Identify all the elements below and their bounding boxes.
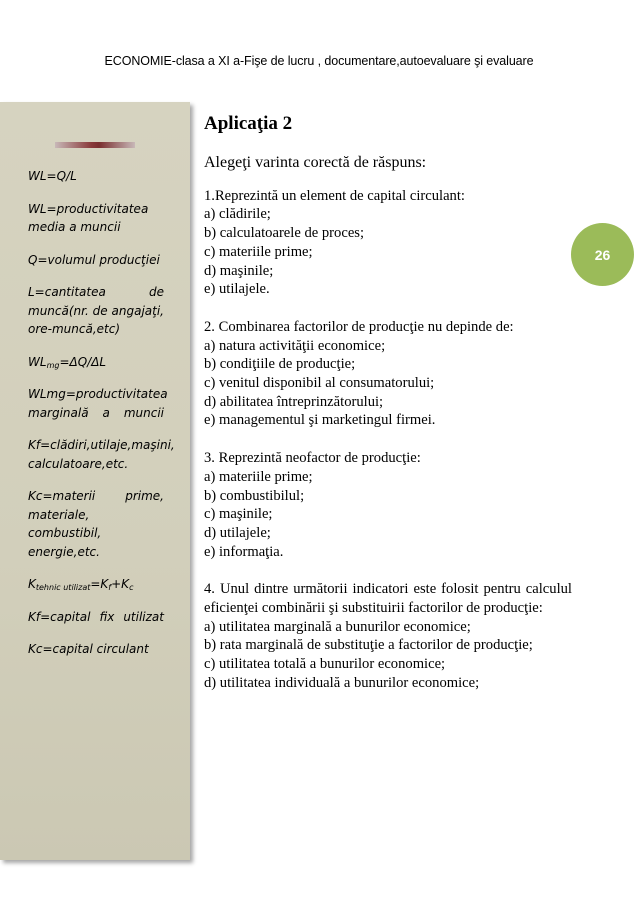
question-stem: 4. Unul dintre următorii indicatori este folosit pentru calculul eficienţei combinării şi substituirii factorilor de producţie: [204, 581, 572, 617]
answer-option: b) rata marginală de substituţie a factorilor de producţie; [204, 637, 533, 654]
question-item [204, 318, 572, 430]
formula-note: WLmg=productivitatea marginală a muncii [28, 387, 168, 420]
formula-note: $WL_{mg}=\Delta Q/\Delta L$ [28, 354, 107, 370]
formula-note: Kc=materii prime, materiale, combustibil, energie,etc. [28, 489, 164, 559]
answer-option: c) maşinile; [204, 506, 273, 523]
exercise-instruction: Alegeţi varinta corectă de răspuns: [204, 154, 427, 171]
formula-note: Kc=capital circulant [28, 642, 149, 656]
exercise-content [204, 112, 572, 712]
formula-sidebar [0, 102, 190, 860]
question-list [204, 187, 572, 693]
answer-option: a) clădirile; [204, 206, 271, 223]
answer-option: d) abilitatea întreprinzătorului; [204, 393, 384, 410]
formula-note: Q=volumul producţiei [28, 252, 160, 267]
answer-option: a) natura activităţii economice; [204, 337, 386, 354]
answer-option: b) calculatoarele de proces; [204, 225, 365, 242]
formula-notes [28, 167, 175, 673]
page-number-badge: 26 [571, 223, 634, 286]
page-header: ECONOMIE-clasa a XI a-Fişe de lucru , documentare,autoevaluare şi evaluare [104, 54, 534, 68]
question-item [204, 187, 572, 299]
answer-option: d) maşinile; [204, 262, 274, 279]
answer-option: c) utilitatea totală a bunurilor economice; [204, 656, 446, 673]
question-item [204, 580, 572, 692]
answer-option: c) venitul disponibil al consumatorului; [204, 375, 435, 392]
question-stem: 1.Reprezintă un element de capital circulant: [204, 187, 465, 204]
formula-note: WL=productivitatea media a muncii [28, 201, 149, 234]
answer-option: a) utilitatea marginală a bunurilor economice; [204, 618, 471, 635]
question-item [204, 449, 572, 561]
formula-note: Kf=capital fix utilizat [28, 609, 164, 624]
sidebar-decor-bar [55, 142, 135, 148]
answer-option: b) condiţiile de producţie; [204, 356, 356, 373]
answer-option: c) materiile prime; [204, 243, 313, 260]
exercise-title: Aplicaţia 2 [204, 113, 293, 134]
answer-option: e) utilajele. [204, 281, 270, 298]
formula-note: L=cantitatea de muncă(nr. de angajaţi, ore-muncă,etc) [28, 285, 164, 336]
answer-option: a) materiile prime; [204, 468, 313, 485]
answer-option: b) combustibilul; [204, 487, 305, 504]
answer-option: e) managementul şi marketingul firmei. [204, 412, 436, 429]
formula-note: WL=Q/L [28, 169, 77, 183]
formula-note: Kf=clădiri,utilaje,maşini, calculatoare,etc. [28, 438, 175, 471]
question-stem: 2. Combinarea factorilor de producţie nu depinde de: [204, 318, 514, 335]
answer-option: d) utilitatea individuală a bunurilor economice; [204, 674, 480, 691]
question-stem: 3. Reprezintă neofactor de producţie: [204, 450, 421, 467]
answer-option: d) utilajele; [204, 524, 271, 541]
formula-note: $K_{tehnic utilizat}=K_f+K_c$ [28, 577, 134, 592]
answer-option: e) informaţia. [204, 543, 284, 560]
